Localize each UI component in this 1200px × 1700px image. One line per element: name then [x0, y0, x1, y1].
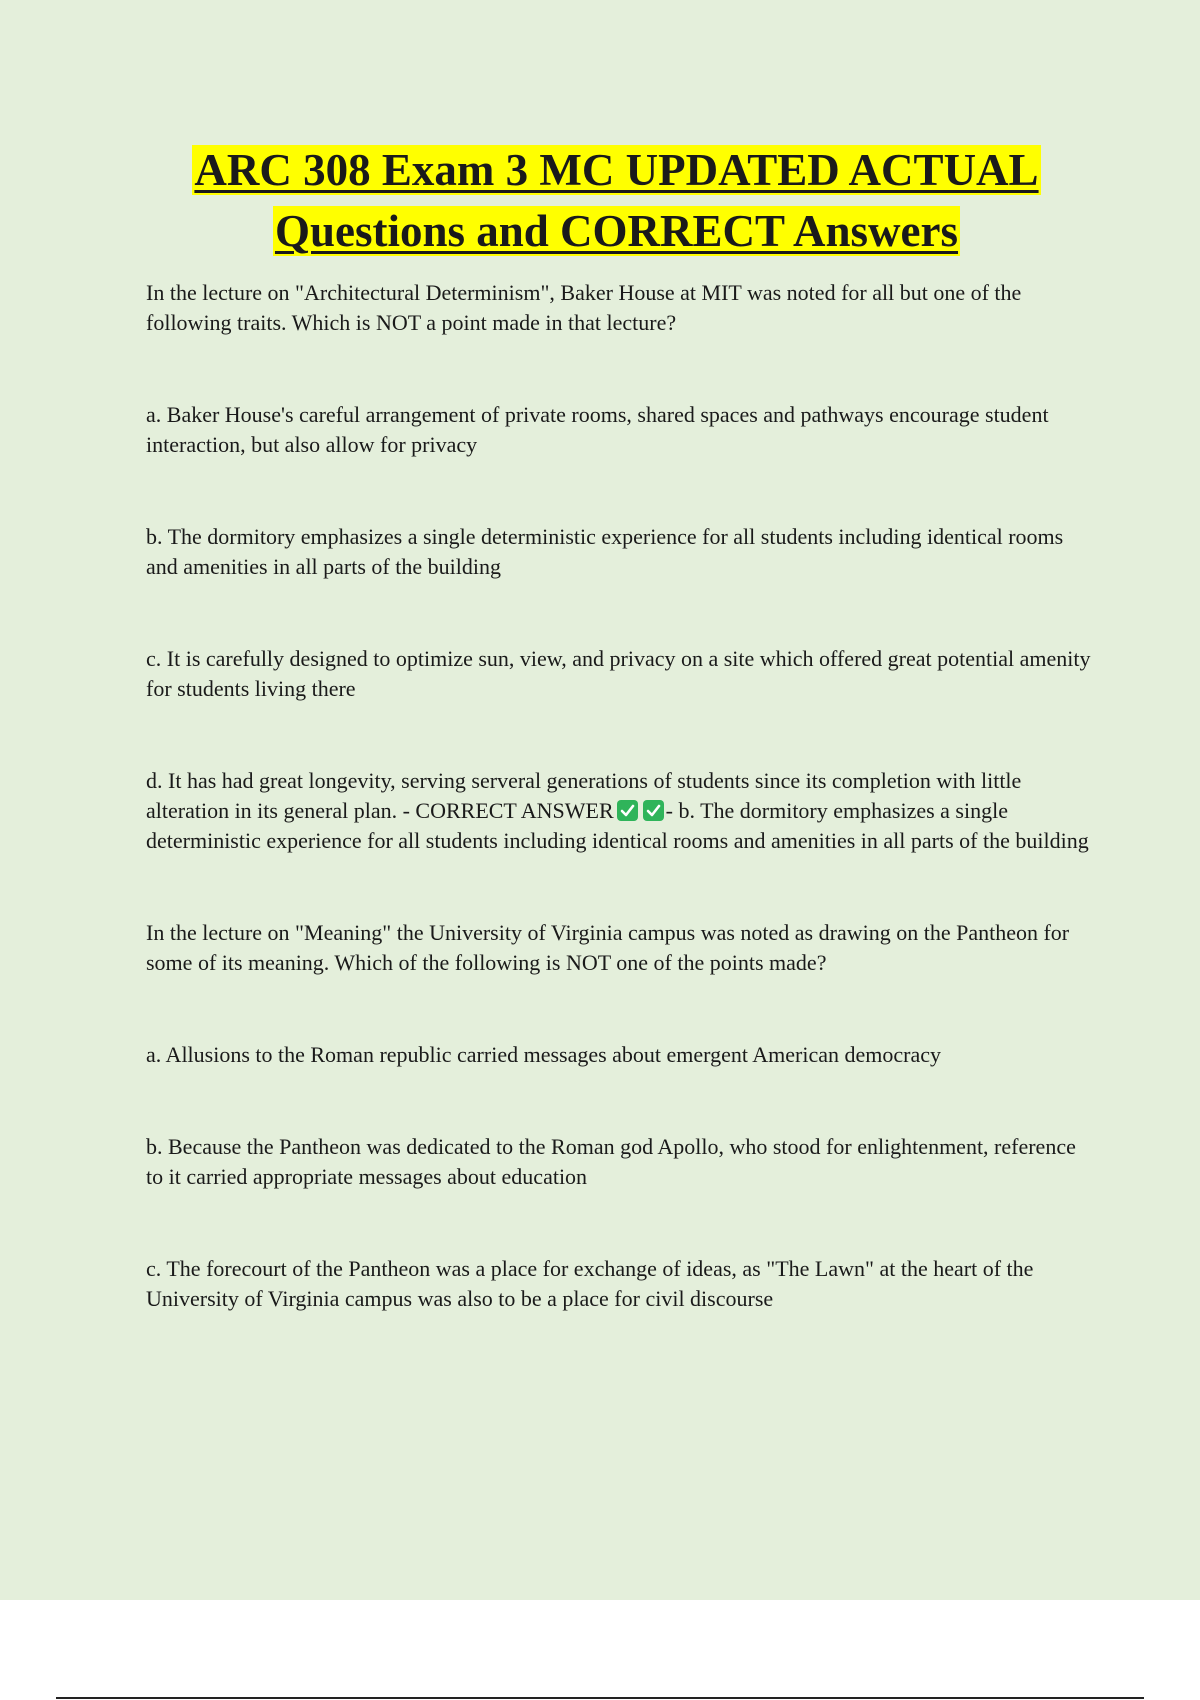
question-1-option-d: d. It has had great longevity, serving serveral generations of students since its completion with little alteration in its general plan. - CORRECT ANSWER: [146, 768, 1022, 823]
question-2-text: In the lecture on "Meaning" the University of Virginia campus was noted as drawing on the Pantheon for some of its meaning. Which of the following is NOT one of the points made?: [146, 920, 1070, 975]
document-content: [146, 140, 1091, 1314]
question-1-option-d-with-answer: [146, 766, 1091, 856]
check-mark-box-icon: [643, 800, 664, 821]
question-1-option-b: b. The dormitory emphasizes a single deterministic experience for all students including identical rooms and amenities in all parts of the building: [146, 524, 1064, 579]
question-2-option-b: b. Because the Pantheon was dedicated to the Roman god Apollo, who stood for enlightenment, reference to it carried appropriate messages about education: [146, 1134, 1076, 1189]
question-1-text: In the lecture on "Architectural Determinism", Baker House at MIT was noted for all but one of the following traits. Which is NOT a point made in that lecture?: [146, 280, 1022, 335]
check-mark-box-icon: [617, 800, 638, 821]
question-1-option-c: c. It is carefully designed to optimize sun, view, and privacy on a site which offered great potential amenity for students living there: [146, 646, 1091, 701]
question-1-option-a: a. Baker House's careful arrangement of private rooms, shared spaces and pathways encourage student interaction, but also allow for privacy: [146, 402, 1049, 457]
footer-divider: [56, 1697, 1144, 1699]
document-title: [142, 140, 1091, 262]
question-2-option-c: c. The forecourt of the Pantheon was a place for exchange of ideas, as "The Lawn" at the heart of the University of Virginia campus was also to be a place for civil discourse: [146, 1256, 1034, 1311]
question-2-option-a: a. Allusions to the Roman republic carried messages about emergent American democracy: [146, 1042, 942, 1067]
question-1-correct-answer: - b. The dormitory emphasizes a single deterministic experience for all students including identical rooms and amenities in all parts of the building: [146, 798, 1089, 853]
title-line-2: Questions and CORRECT Answers: [274, 206, 959, 256]
title-line-1: ARC 308 Exam 3 MC UPDATED ACTUAL: [194, 145, 1039, 195]
